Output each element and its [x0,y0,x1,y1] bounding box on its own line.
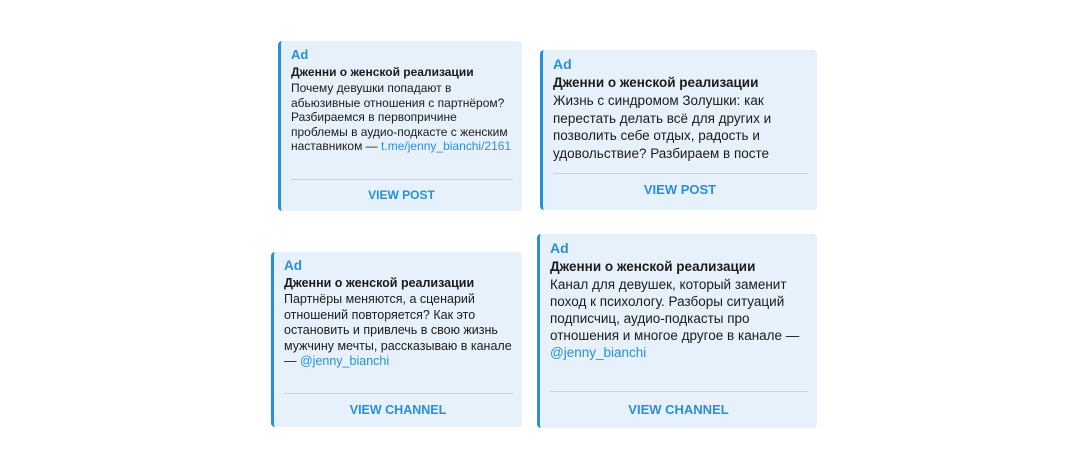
view-channel-button[interactable]: VIEW CHANNEL [349,403,447,417]
divider [284,393,513,394]
ad-card-2 [540,50,817,210]
post-link[interactable]: t.me/jenny_bianchi/2161 [381,139,512,153]
ad-card-3 [271,252,522,427]
ad-card-4 [537,234,817,428]
ad-text-body: Партнёры меняются, а сценарий отношений повторяется? Как это остановить и привлечь в свою жизнь мужчину мечты, рассказываю в канале — [284,292,512,368]
ad-text: Жизнь с синдромом Золушки: как перестать делать всё для других и позволить себе отдых, радость и удовольствие? Разбираем в посте [553,93,772,161]
channel-title: Дженни о женской реализации [284,276,475,290]
ad-label: Ad [284,258,302,273]
ad-card-1 [278,41,522,211]
view-post-button[interactable]: VIEW POST [368,188,435,202]
ad-text-body: Канал для девушек, который заменит поход к психологу. Разборы ситуаций подписчиц, аудио-подкасты про отношения и многое другое в канале — [550,277,800,343]
ad-text [550,276,808,361]
divider [553,173,808,174]
ad-text [291,81,513,154]
channel-link[interactable]: @jenny_bianchi [299,354,390,368]
ad-label: Ad [291,47,309,62]
ad-text [284,292,513,370]
view-post-button[interactable]: VIEW POST [643,182,717,197]
channel-title: Дженни о женской реализации [550,259,756,274]
divider [291,179,513,180]
channel-title: Дженни о женской реализации [291,65,474,79]
view-channel-button[interactable]: VIEW CHANNEL [628,402,729,417]
ad-text-body: Почему девушки попадают в абьюзивные отношения с партнёром? Разбираемся в первопричине проблемы в аудио-подкасте с женским наставником — [291,81,508,153]
divider [550,391,808,392]
ad-label: Ad [553,56,572,72]
channel-link[interactable]: @jenny_bianchi [550,345,647,360]
channel-title: Дженни о женской реализации [553,75,759,90]
ad-label: Ad [550,240,569,256]
